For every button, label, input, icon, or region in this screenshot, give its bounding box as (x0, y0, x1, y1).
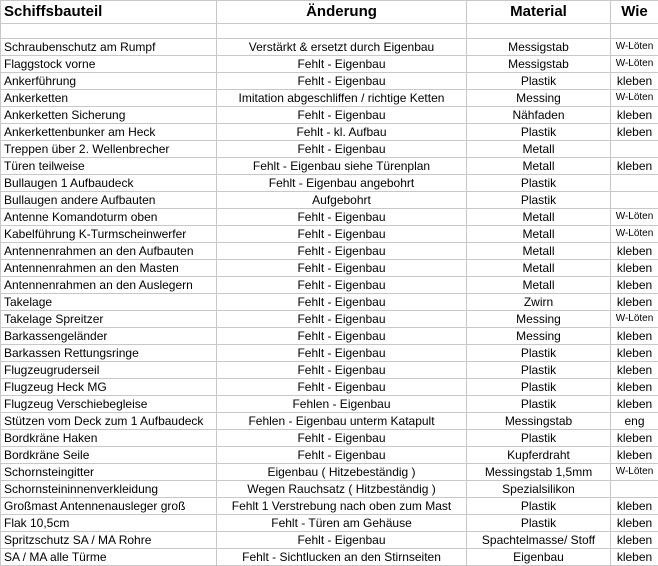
cell-part[interactable]: Takelage Spreitzer (1, 311, 217, 328)
cell-how[interactable]: kleben (611, 345, 658, 362)
cell-how[interactable]: eng (611, 413, 658, 430)
table-row (1, 464, 658, 481)
cell-material[interactable]: Messing (467, 328, 611, 345)
cell-part[interactable]: Ankerkettenbunker am Heck (1, 124, 217, 141)
cell-material[interactable]: Plastik (467, 379, 611, 396)
empty-cell[interactable] (217, 24, 467, 39)
header-row (1, 1, 658, 24)
table-row (1, 226, 658, 243)
table-row (1, 532, 658, 549)
cell-material[interactable]: Plastik (467, 73, 611, 90)
cell-change[interactable]: Fehlt - Eigenbau (217, 277, 467, 294)
cell-change[interactable]: Fehlt - Eigenbau (217, 209, 467, 226)
cell-part[interactable]: Ankerketten Sicherung (1, 107, 217, 124)
blank-row (1, 24, 658, 39)
table-row (1, 311, 658, 328)
cell-change[interactable]: Fehlt - Eigenbau (217, 260, 467, 277)
cell-part[interactable]: Bordkräne Seile (1, 447, 217, 464)
header-change[interactable]: Änderung (217, 1, 467, 24)
cell-material[interactable]: Plastik (467, 396, 611, 413)
cell-change[interactable]: Fehlt - Eigenbau (217, 141, 467, 158)
cell-change[interactable]: Fehlt - Türen am Gehäuse (217, 515, 467, 532)
cell-how[interactable]: kleben (611, 532, 658, 549)
table-row (1, 277, 658, 294)
table-row (1, 90, 658, 107)
cell-material[interactable]: Metall (467, 277, 611, 294)
cell-material[interactable]: Messigstab (467, 39, 611, 56)
cell-material[interactable]: Metall (467, 209, 611, 226)
table-row (1, 430, 658, 447)
cell-how[interactable]: W-Löten (611, 56, 658, 73)
table-row (1, 396, 658, 413)
cell-part[interactable]: Flugzeug Heck MG (1, 379, 217, 396)
cell-change[interactable]: Fehlt - Eigenbau (217, 430, 467, 447)
cell-material[interactable]: Zwirn (467, 294, 611, 311)
cell-part[interactable]: Barkassengeländer (1, 328, 217, 345)
cell-change[interactable]: Fehlt - Eigenbau (217, 311, 467, 328)
cell-change[interactable]: Verstärkt & ersetzt durch Eigenbau (217, 39, 467, 56)
cell-material[interactable]: Metall (467, 226, 611, 243)
cell-material[interactable]: Metall (467, 243, 611, 260)
cell-change[interactable]: Wegen Rauchsatz ( Hitzbeständig ) (217, 481, 467, 498)
table-row (1, 243, 658, 260)
header-material[interactable]: Material (467, 1, 611, 24)
cell-material[interactable]: Plastik (467, 498, 611, 515)
cell-how[interactable]: kleben (611, 498, 658, 515)
cell-how[interactable]: kleben (611, 158, 658, 175)
table-row (1, 481, 658, 498)
empty-cell[interactable] (467, 24, 611, 39)
cell-change[interactable]: Fehlt - Sichtlucken an den Stirnseiten (217, 549, 467, 566)
cell-how[interactable]: W-Löten (611, 464, 658, 481)
cell-material[interactable]: Plastik (467, 192, 611, 209)
table-row (1, 447, 658, 464)
cell-change[interactable]: Fehlt - Eigenbau (217, 226, 467, 243)
table-row (1, 39, 658, 56)
cell-change[interactable]: Fehlt - Eigenbau (217, 379, 467, 396)
cell-how[interactable]: kleben (611, 549, 658, 566)
cell-material[interactable]: Nähfaden (467, 107, 611, 124)
cell-part[interactable]: SA / MA alle Türme (1, 549, 217, 566)
cell-change[interactable]: Fehlt - Eigenbau angebohrt (217, 175, 467, 192)
cell-how[interactable]: kleben (611, 396, 658, 413)
empty-cell[interactable] (611, 24, 658, 39)
cell-how[interactable]: kleben (611, 294, 658, 311)
cell-part[interactable]: Spritzschutz SA / MA Rohre (1, 532, 217, 549)
cell-how[interactable]: kleben (611, 124, 658, 141)
cell-material[interactable]: Metall (467, 158, 611, 175)
cell-material[interactable]: Messing (467, 90, 611, 107)
cell-part[interactable]: Kabelführung K-Turmscheinwerfer (1, 226, 217, 243)
cell-change[interactable]: Eigenbau ( Hitzebeständig ) (217, 464, 467, 481)
cell-how[interactable] (611, 481, 658, 498)
table-row (1, 192, 658, 209)
cell-material[interactable]: Metall (467, 141, 611, 158)
cell-part[interactable]: Schornsteininnenverkleidung (1, 481, 217, 498)
cell-change[interactable]: Fehlt 1 Verstrebung nach oben zum Mast (217, 498, 467, 515)
cell-change[interactable]: Fehlt - kl. Aufbau (217, 124, 467, 141)
table-row (1, 107, 658, 124)
cell-material[interactable]: Plastik (467, 515, 611, 532)
cell-material[interactable]: Plastik (467, 345, 611, 362)
cell-how[interactable]: kleben (611, 328, 658, 345)
cell-how[interactable]: kleben (611, 107, 658, 124)
cell-change[interactable]: Fehlen - Eigenbau (217, 396, 467, 413)
table-row (1, 294, 658, 311)
header-how[interactable]: Wie (611, 1, 658, 24)
table-row (1, 328, 658, 345)
cell-part[interactable]: Türen teilweise (1, 158, 217, 175)
table-row (1, 209, 658, 226)
empty-cell[interactable] (1, 24, 217, 39)
cell-change[interactable]: Fehlt - Eigenbau (217, 294, 467, 311)
cell-part[interactable]: Antennenrahmen an den Aufbauten (1, 243, 217, 260)
cell-change[interactable]: Fehlt - Eigenbau (217, 532, 467, 549)
cell-how[interactable] (611, 175, 658, 192)
cell-material[interactable]: Spachtelmasse/ Stoff (467, 532, 611, 549)
cell-how[interactable]: kleben (611, 362, 658, 379)
table-row (1, 73, 658, 90)
table-row (1, 549, 658, 566)
cell-how[interactable]: W-Löten (611, 39, 658, 56)
cell-change[interactable]: Fehlt - Eigenbau (217, 107, 467, 124)
cell-part[interactable]: Schornsteingitter (1, 464, 217, 481)
cell-part[interactable]: Barkassen Rettungsringe (1, 345, 217, 362)
cell-how[interactable] (611, 192, 658, 209)
cell-material[interactable]: Plastik (467, 124, 611, 141)
table-row (1, 413, 658, 430)
table-row (1, 141, 658, 158)
cell-change[interactable]: Fehlt - Eigenbau (217, 345, 467, 362)
cell-material[interactable]: Eigenbau (467, 549, 611, 566)
cell-change[interactable]: Imitation abgeschliffen / richtige Ketten (217, 90, 467, 107)
cell-material[interactable]: Metall (467, 260, 611, 277)
table-row (1, 362, 658, 379)
table-row (1, 515, 658, 532)
cell-how[interactable]: kleben (611, 73, 658, 90)
cell-how[interactable]: kleben (611, 430, 658, 447)
table-row (1, 345, 658, 362)
cell-part[interactable]: Flugzeugruderseil (1, 362, 217, 379)
table-row (1, 124, 658, 141)
cell-material[interactable]: Messigstab (467, 56, 611, 73)
cell-change[interactable]: Fehlen - Eigenbau unterm Katapult (217, 413, 467, 430)
cell-how[interactable]: W-Löten (611, 226, 658, 243)
cell-change[interactable]: Fehlt - Eigenbau (217, 362, 467, 379)
cell-change[interactable]: Fehlt - Eigenbau (217, 447, 467, 464)
cell-part[interactable]: Antennenrahmen an den Auslegern (1, 277, 217, 294)
cell-how[interactable]: W-Löten (611, 209, 658, 226)
cell-part[interactable]: Flugzeug Verschiebegleise (1, 396, 217, 413)
cell-part[interactable]: Ankerführung (1, 73, 217, 90)
cell-material[interactable]: Kupferdraht (467, 447, 611, 464)
cell-material[interactable]: Plastik (467, 430, 611, 447)
cell-part[interactable]: Bordkräne Haken (1, 430, 217, 447)
cell-part[interactable]: Bullaugen 1 Aufbaudeck (1, 175, 217, 192)
cell-how[interactable]: kleben (611, 379, 658, 396)
cell-how[interactable]: W-Löten (611, 90, 658, 107)
cell-how[interactable] (611, 141, 658, 158)
cell-material[interactable]: Messingstab 1,5mm (467, 464, 611, 481)
cell-how[interactable]: kleben (611, 447, 658, 464)
cell-part[interactable]: Schraubenschutz am Rumpf (1, 39, 217, 56)
cell-change[interactable]: Fehlt - Eigenbau (217, 243, 467, 260)
table-row (1, 379, 658, 396)
cell-material[interactable]: Plastik (467, 175, 611, 192)
cell-change[interactable]: Fehlt - Eigenbau (217, 328, 467, 345)
cell-part[interactable]: Flak 10,5cm (1, 515, 217, 532)
cell-change[interactable]: Aufgebohrt (217, 192, 467, 209)
cell-part[interactable]: Ankerketten (1, 90, 217, 107)
cell-how[interactable]: W-Löten (611, 311, 658, 328)
cell-change[interactable]: Fehlt - Eigenbau siehe Türenplan (217, 158, 467, 175)
header-part[interactable]: Schiffsbauteil (1, 1, 217, 24)
cell-change[interactable]: Fehlt - Eigenbau (217, 56, 467, 73)
cell-part[interactable]: Stützen vom Deck zum 1 Aufbaudeck (1, 413, 217, 430)
cell-part[interactable]: Treppen über 2. Wellenbrecher (1, 141, 217, 158)
cell-how[interactable]: kleben (611, 243, 658, 260)
cell-part[interactable]: Takelage (1, 294, 217, 311)
cell-part[interactable]: Bullaugen andere Aufbauten (1, 192, 217, 209)
table-row (1, 56, 658, 73)
cell-part[interactable]: Großmast Antennenausleger groß (1, 498, 217, 515)
cell-how[interactable]: kleben (611, 277, 658, 294)
cell-material[interactable]: Plastik (467, 362, 611, 379)
cell-part[interactable]: Antenne Komandoturm oben (1, 209, 217, 226)
table-row (1, 158, 658, 175)
cell-part[interactable]: Flaggstock vorne (1, 56, 217, 73)
cell-part[interactable]: Antennenrahmen an den Masten (1, 260, 217, 277)
cell-material[interactable]: Spezialsilikon (467, 481, 611, 498)
table-row (1, 175, 658, 192)
cell-change[interactable]: Fehlt - Eigenbau (217, 73, 467, 90)
table-row (1, 498, 658, 515)
cell-how[interactable]: kleben (611, 260, 658, 277)
cell-material[interactable]: Messing (467, 311, 611, 328)
cell-material[interactable]: Messingstab (467, 413, 611, 430)
table-row (1, 260, 658, 277)
cell-how[interactable]: kleben (611, 515, 658, 532)
